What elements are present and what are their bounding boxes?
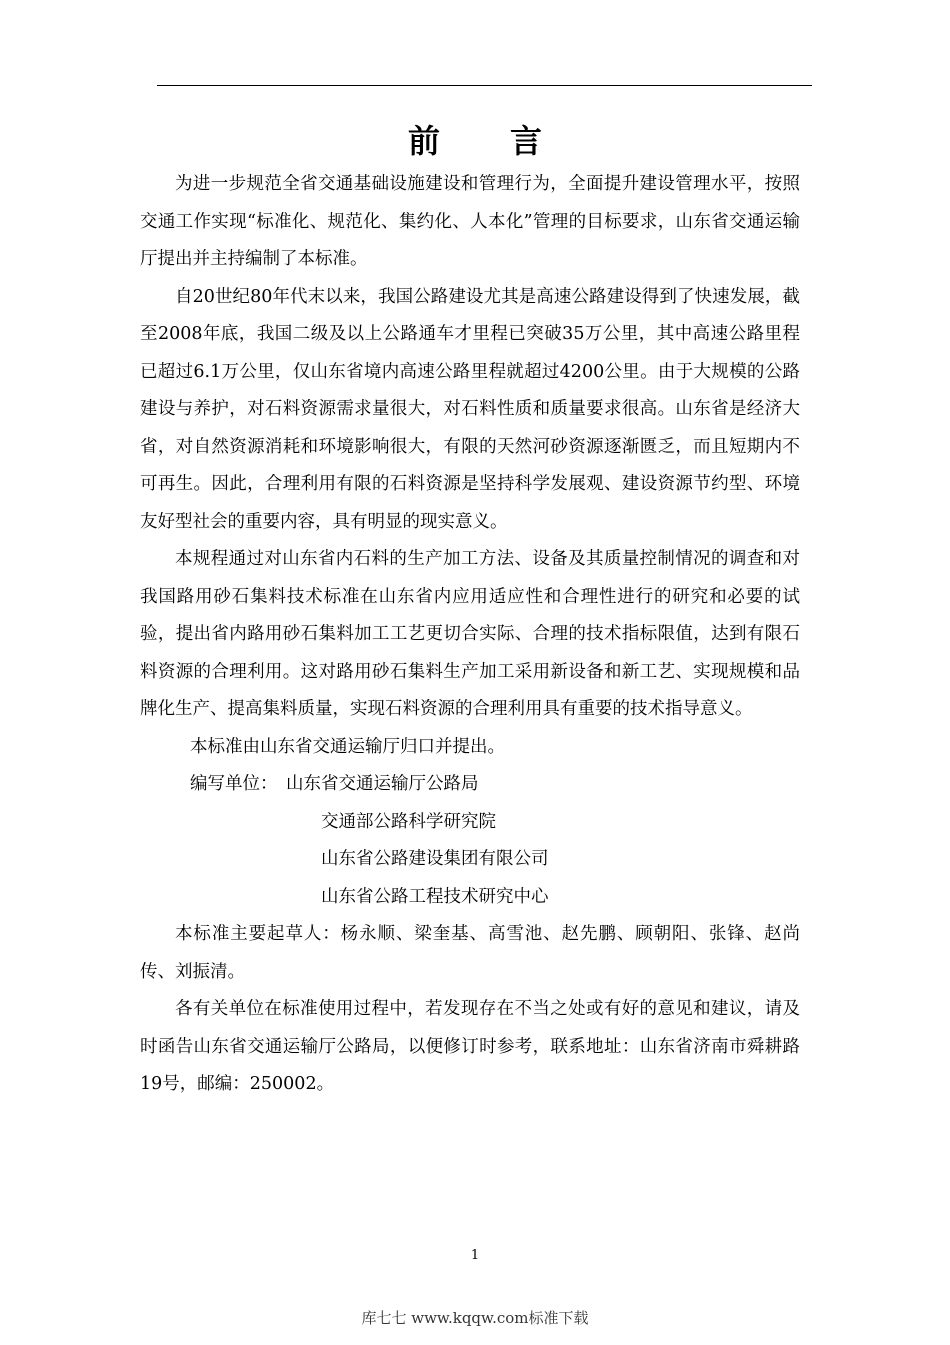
paragraph-drafters: 本标准主要起草人：杨永顺、梁奎基、高雪池、赵先鹏、顾朝阳、张锋、赵尚传、刘振清。	[140, 924, 800, 982]
paragraph-purpose: 为进一步规范全省交通基础设施建设和管理行为，全面提升建设管理水平，按照交通工作实现“标准化、规范化、集约化、人本化”管理的目标要求，山东省交通运输厅提出并主持编制了本标准。	[140, 174, 800, 269]
footer-watermark: 库七七 www.kqqw.com标准下载	[361, 1309, 589, 1327]
paragraph-background: 自20世纪80年代末以来，我国公路建设尤其是高速公路建设得到了快速发展，截至2008年底，我国二级及以上公路通车才里程已突破35万公里，其中高速公路里程已超过6.1万公里，仅山东省境内高速公路里程就超过4200公里。由于大规模的公路建设与养护，对石料资源需求量很大，对石料性质和质量要求很高。山东省是经济大省，对自然资源消耗和环境影响很大，有限的天然河砂资源逐渐匮乏，而且短期内不可再生。因此，合理利用有限的石料资源是坚持科学发展观、建设资源节约型、环境友好型社会的重要内容，具有明显的现实意义。	[140, 286, 800, 532]
page-number: 1	[470, 1248, 480, 1263]
drafting-unit-item: 山东省公路建设集团有限公司	[321, 849, 549, 869]
drafting-unit-label: 编写单位：	[190, 774, 278, 794]
paragraph-contact: 各有关单位在标准使用过程中，若发现存在不当之处或有好的意见和建议，请及时函告山东省交通运输厅公路局，以便修订时参考，联系地址：山东省济南市舜耕路19号，邮编：250002。	[140, 999, 800, 1094]
drafting-unit-item: 山东省交通运输厅公路局	[286, 774, 479, 794]
drafting-unit-item: 交通部公路科学研究院	[321, 811, 496, 832]
drafting-unit-item: 山东省公路工程技术研究中心	[321, 886, 549, 907]
header-rule	[157, 85, 812, 86]
drafting-unit-row	[140, 766, 800, 804]
paragraph-scope: 本规程通过对山东省内石料的生产加工方法、设备及其质量控制情况的调查和对我国路用砂石集料技术标准在山东省内应用适应性和合理性进行的研究和必要的试验，提出省内路用砂石集料加工工艺更切合实际、合理的技术指标限值，达到有限石料资源的合理利用。这对路用砂石集料生产加工采用新设备和新工艺、实现规模和品牌化生产、提高集料质量，实现石料资源的合理利用具有重要的技术指导意义。	[140, 549, 800, 719]
paragraph-authority: 本标准由山东省交通运输厅归口并提出。	[190, 736, 505, 757]
page-title: 前言	[407, 122, 612, 160]
document-body	[140, 166, 800, 1104]
